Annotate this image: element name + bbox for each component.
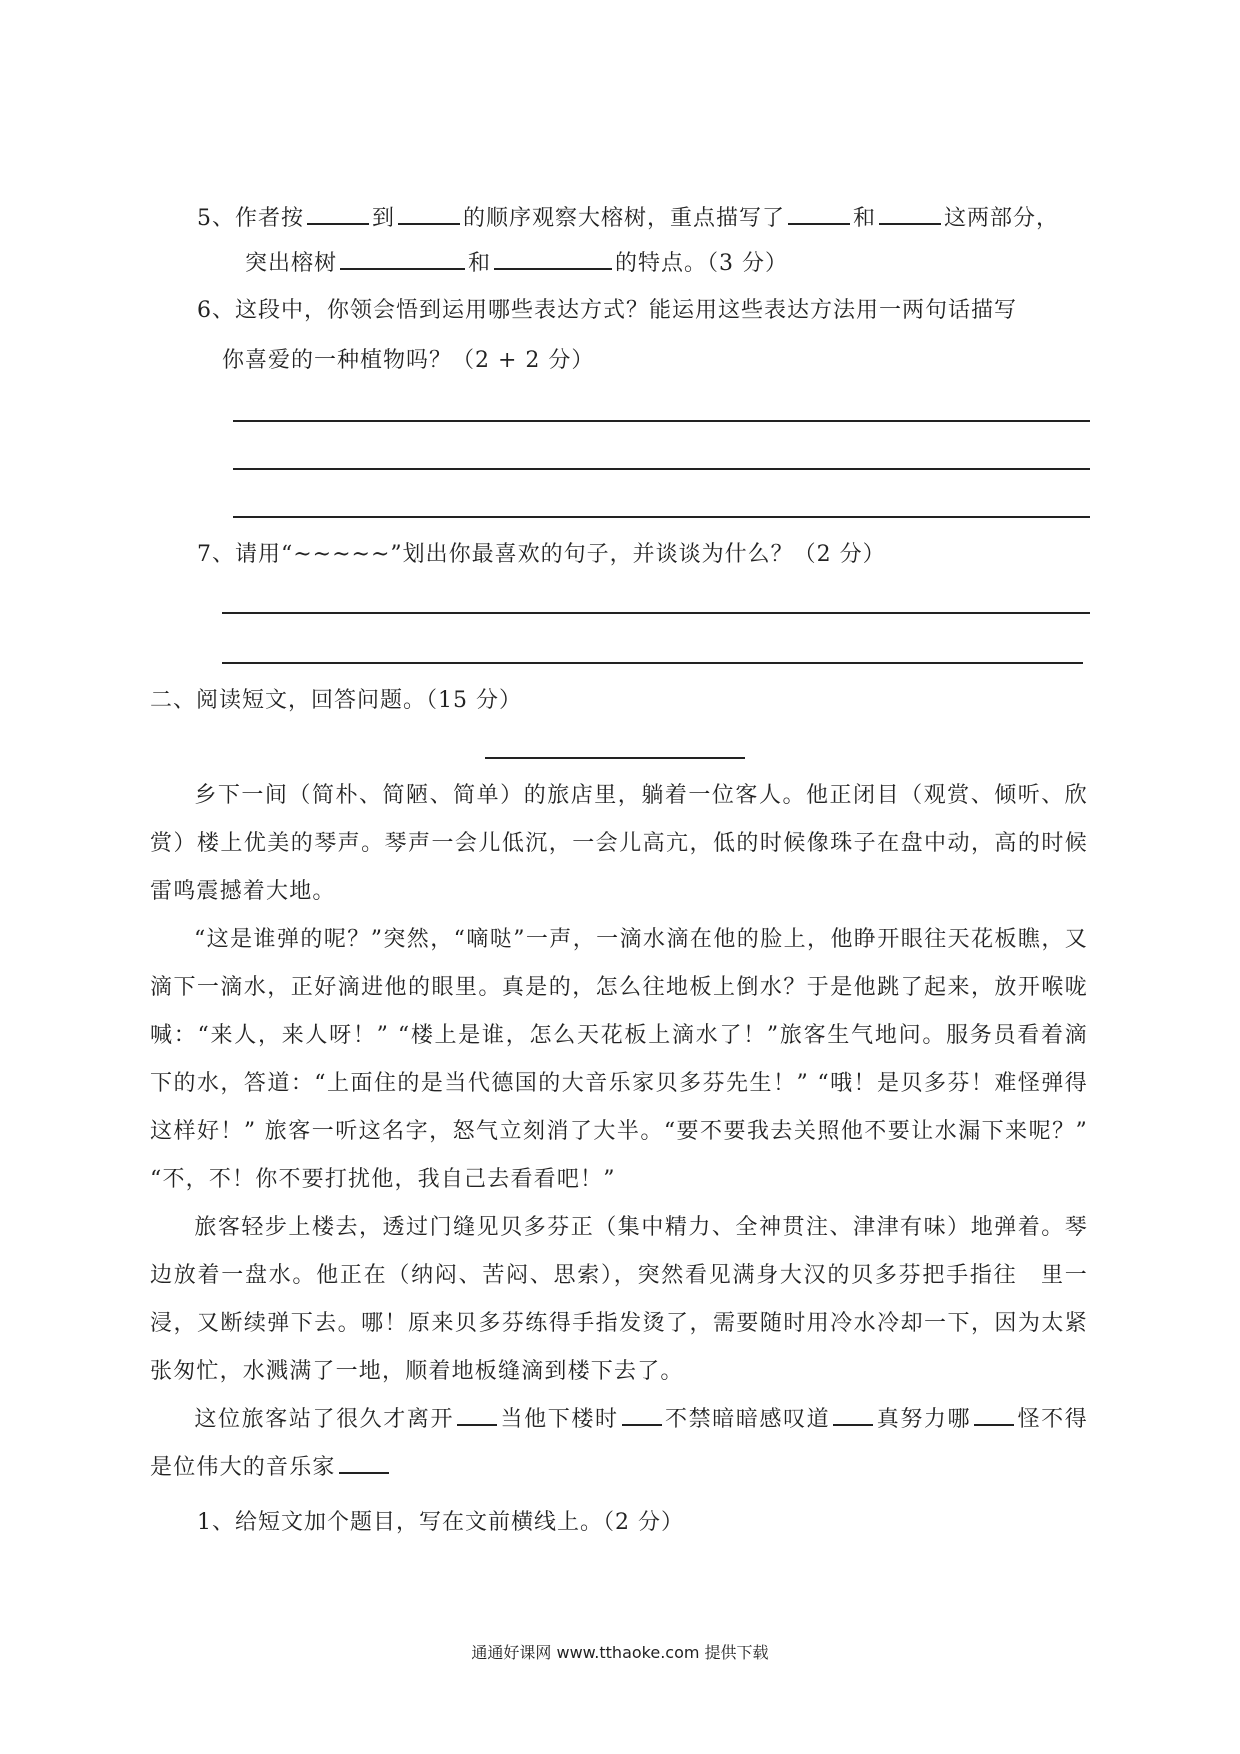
q5-text-5: 这两部分， xyxy=(944,206,1060,231)
passage-text: 怪不得是位伟大的音乐家 xyxy=(150,1407,1088,1480)
q5-text-4: 和 xyxy=(853,206,877,231)
question-1-line-1: 1、给短文加个题目，写在文前横线上。（2 分） xyxy=(197,1510,684,1535)
punctuation-blank[interactable] xyxy=(339,1450,389,1474)
punctuation-blank[interactable] xyxy=(833,1402,873,1426)
question-6-line-2: 你喜爱的一种植物吗？（2 + 2 分） xyxy=(222,348,595,373)
answer-line[interactable] xyxy=(233,468,1090,470)
question-5-line-2 xyxy=(245,246,788,279)
answer-blank[interactable] xyxy=(398,201,460,225)
passage-paragraph-4 xyxy=(150,1396,1088,1492)
question-7-line-1: 7、请用“~~~~~”划出你最喜欢的句子，并谈谈为什么？（2 分） xyxy=(197,542,886,567)
answer-blank[interactable] xyxy=(788,201,850,225)
answer-line[interactable] xyxy=(222,612,1090,614)
q5-text-2: 到 xyxy=(372,206,396,231)
answer-blank[interactable] xyxy=(879,201,941,225)
answer-line[interactable] xyxy=(233,516,1090,518)
passage-text: 旅客轻步上楼去，透过门缝见贝多芬正（集中精力、全神贯注、津津有味）地弹着。琴边放着一盘水。他正在（纳闷、苦闷、思索），突然看见满身大汉的贝多芬把手指往 里一浸，又断续弹下去。哪！原来贝多芬练得手指发烫了，需要随时用冷水冷却一下，因为太紧张匆忙，水溅满了一地，顺着地板缝滴到楼下去了。 xyxy=(150,1215,1088,1384)
punctuation-blank[interactable] xyxy=(974,1402,1014,1426)
passage-paragraph-3 xyxy=(150,1204,1088,1396)
q5-text-8: 的特点。（3 分） xyxy=(615,251,789,276)
question-5-line-1 xyxy=(197,201,1059,234)
passage-text: 这位旅客站了很久才离开 xyxy=(194,1407,455,1432)
q5-text-6: 突出榕树 xyxy=(245,251,338,276)
answer-blank[interactable] xyxy=(494,246,612,270)
punctuation-blank[interactable] xyxy=(457,1402,497,1426)
passage-text: “这是谁弹的呢？”突然，“嘀哒”一声，一滴水滴在他的脸上，他睁开眼往天花板瞧，又滴下一滴水，正好滴进他的眼里。真是的，怎么往地板上倒水？于是他跳了起来，放开喉咙喊：“来人，来人呀！” “楼上是谁，怎么天花板上滴水了！”旅客生气地问。服务员看着滴下的水，答道：“上面住的是当代德国的大音乐家贝多芬先生！” “哦！是贝多芬！难怪弹得这样好！” 旅客一听这名字，怒气立刻消了大半。“要不要我去关照他不要让水漏下来呢？” “不，不！你不要打扰他，我自己去看看吧！” xyxy=(150,927,1088,1192)
q5-text-7: 和 xyxy=(468,251,492,276)
question-6-line-1: 6、这段中，你领会悟到运用哪些表达方式？能运用这些表达方法用一两句话描写 xyxy=(197,298,1017,323)
passage-text: 不禁暗暗感叹道 xyxy=(664,1407,831,1432)
q5-text-1: 5、作者按 xyxy=(197,206,304,231)
section-2-heading: 二、阅读短文，回答问题。（15 分） xyxy=(150,688,522,713)
passage-text: 当他下楼时 xyxy=(500,1407,619,1432)
q5-text-3: 的顺序观察大榕树，重点描写了 xyxy=(463,206,786,231)
title-blank-line[interactable] xyxy=(485,757,745,759)
passage-text: 乡下一间（简朴、简陋、简单）的旅店里，躺着一位客人。他正闭目（观赏、倾听、欣赏）楼上优美的琴声。琴声一会儿低沉，一会儿高亢，低的时候像珠子在盘中动，高的时候雷鸣震撼着大地。 xyxy=(150,783,1088,904)
answer-blank[interactable] xyxy=(340,246,465,270)
footer-text: 通通好课网 www.tthaoke.com 提供下载 xyxy=(471,1643,769,1662)
passage-paragraph-2 xyxy=(150,916,1088,1204)
answer-line[interactable] xyxy=(233,420,1090,422)
answer-line[interactable] xyxy=(222,662,1083,664)
passage-text: 真努力哪 xyxy=(876,1407,972,1432)
answer-blank[interactable] xyxy=(307,201,369,225)
passage-paragraph-1 xyxy=(150,772,1088,916)
punctuation-blank[interactable] xyxy=(622,1402,662,1426)
